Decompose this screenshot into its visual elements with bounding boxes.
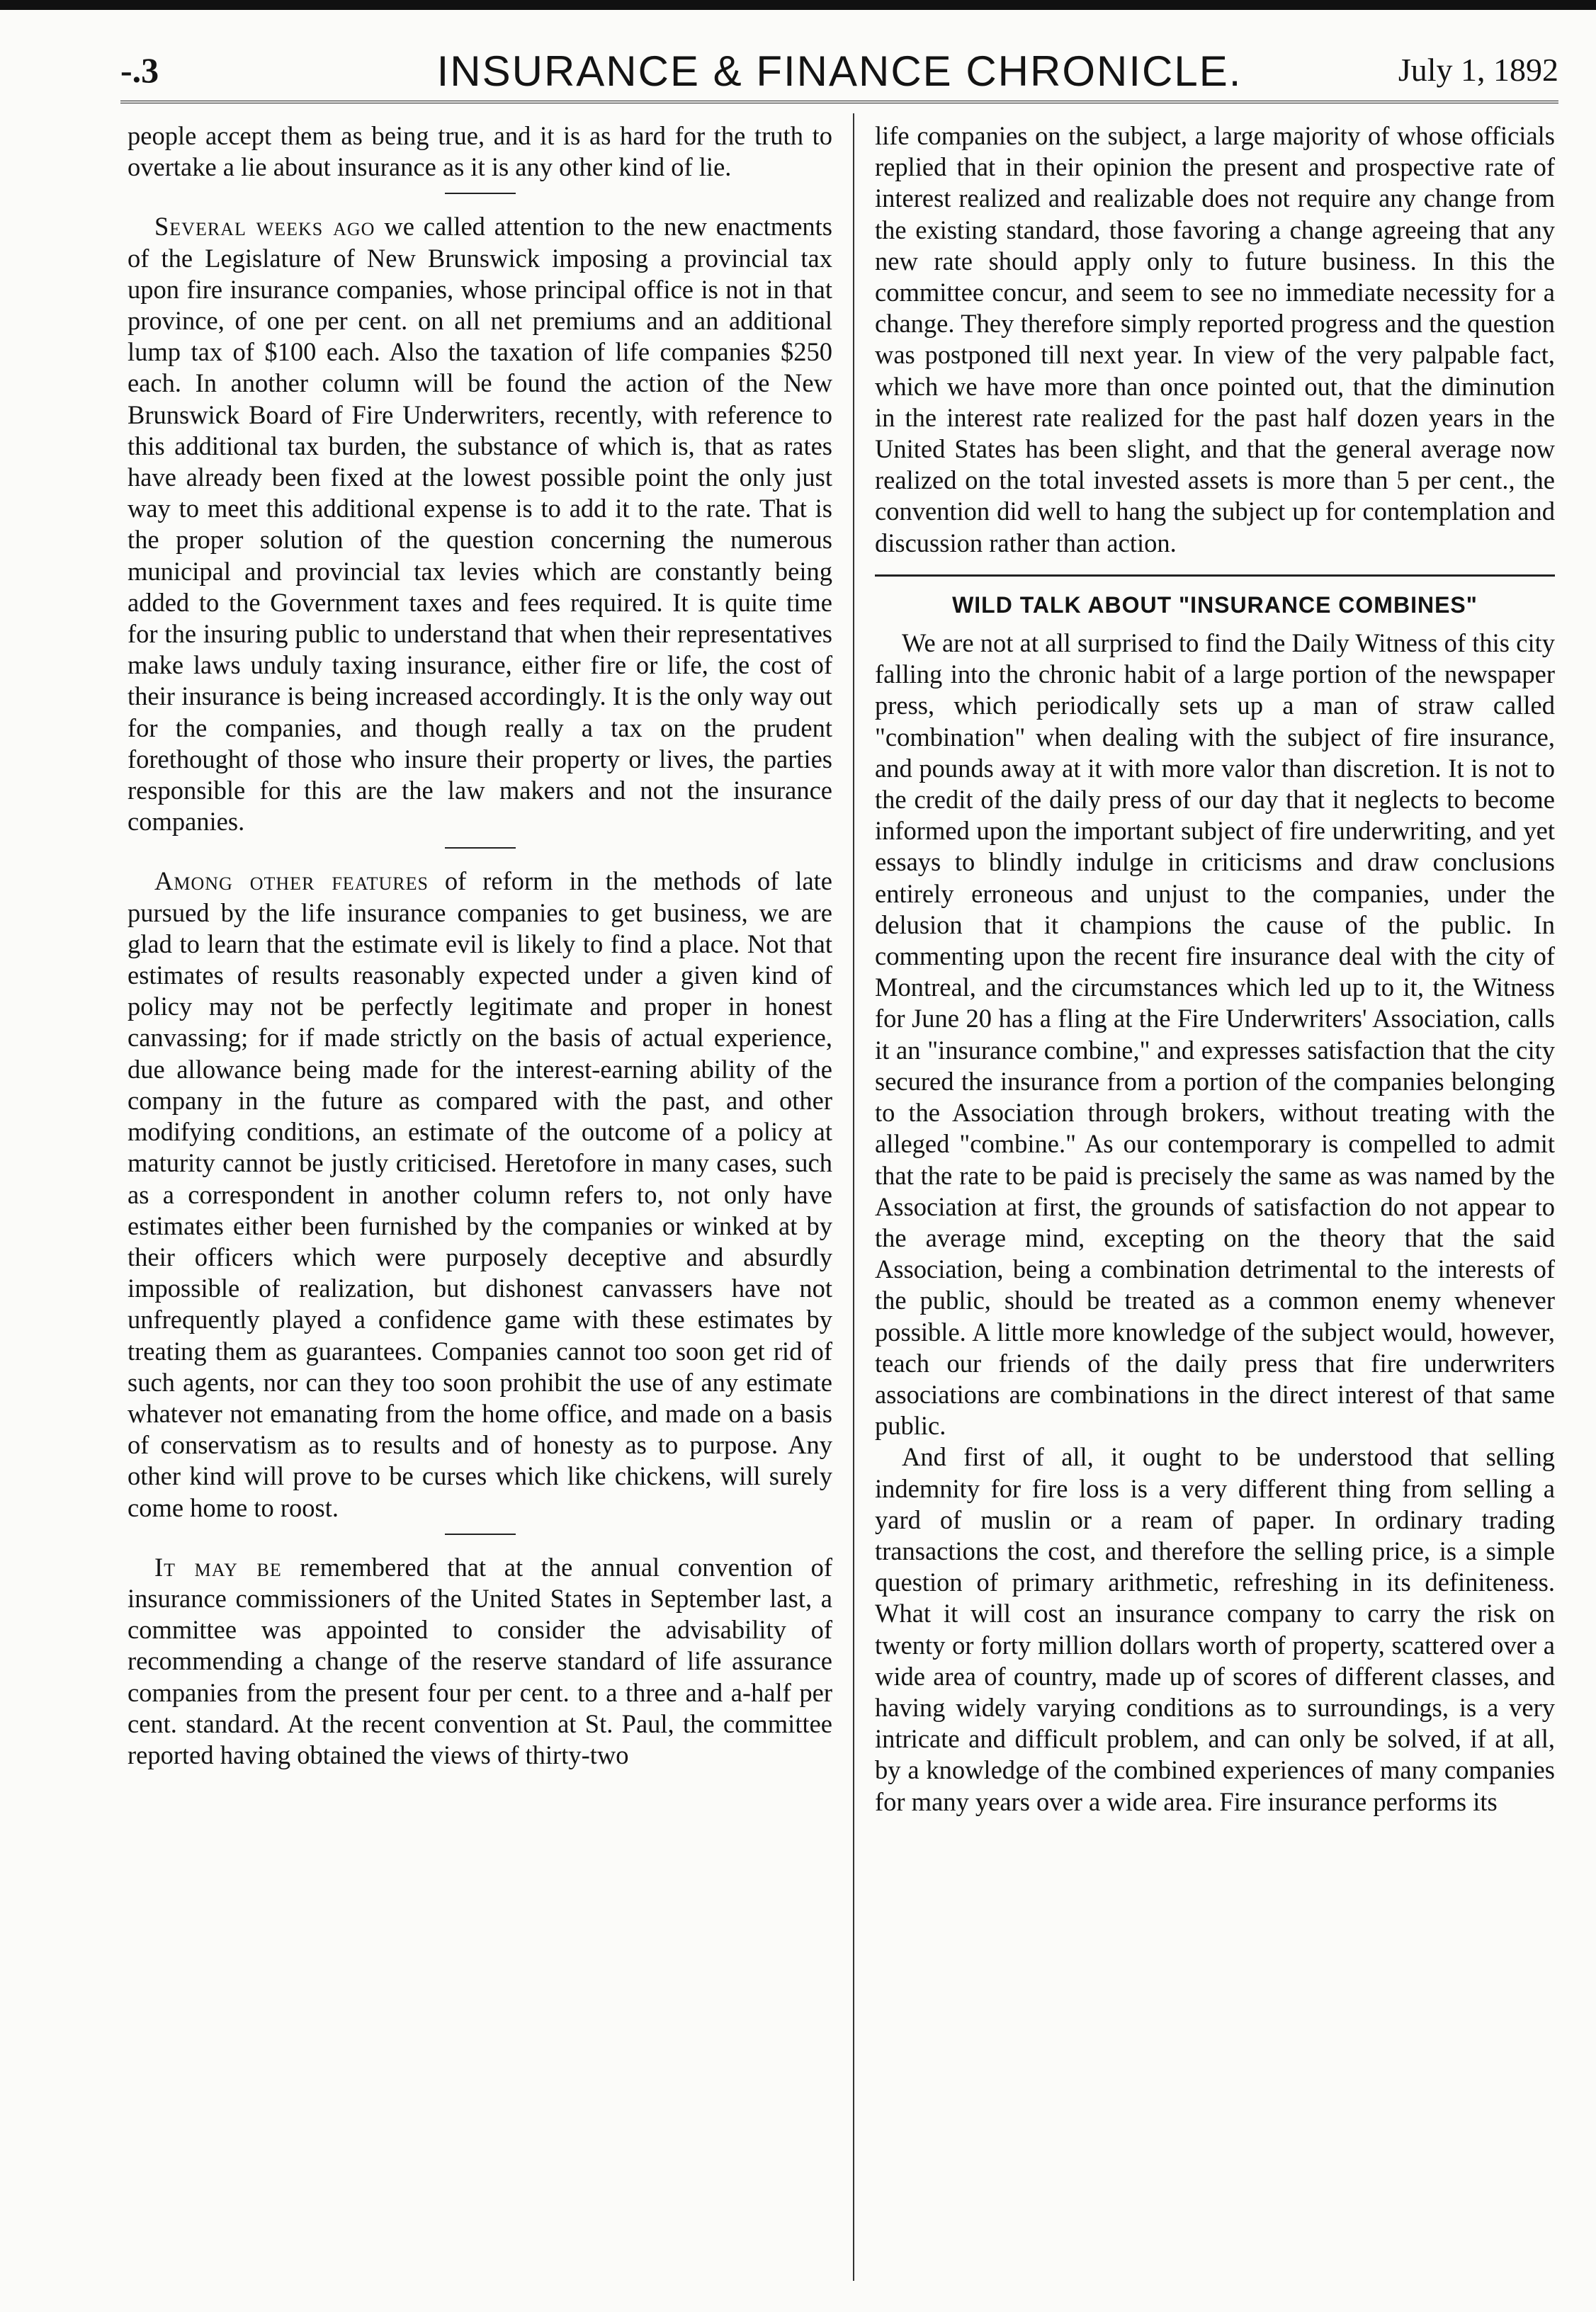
publication-title: INSURANCE & FINANCE CHRONICLE. (436, 47, 1243, 95)
paragraph-text: we called attention to the new enactments of the Legislature of New Brunswick imposing a provincial tax upon fire insurance companies, whose principal office is not in that province, of one per cent. on all net premiums and an additional lump tax of $100 each. Also the taxation of life companies $250 each. In another column will be found the action of the New Brunswick Board of Fire Underwriters, recently, with reference to this additional tax burden, the substance of which is, that as rates have already been fixed at the lowest possible point the only just way to meet this additional expense is to add it to the rate. That is the proper solution of the question concerning the numerous municipal and provincial tax levies which are constantly being added to the Government taxes and fees required. It is quite time for the insuring public to understand that when their representatives make laws unduly taxing insurance, either fire or life, the cost of their insurance is being increased accordingly. It is the only way out for the companies, and though really a tax on the prudent forethought of those who insure their property or lives, the parties responsible for this are the law makers and not the insurance companies. (128, 212, 832, 837)
header-rule (120, 101, 1558, 103)
paragraph-lead: Several weeks ago (154, 212, 375, 242)
article-paragraph: We are not at all surprised to find the Daily Witness of this city falling into the chronic habit of a large portion of the newspaper press, which periodically sets up a man of straw called "combination" when dealing with the subject of fire insurance, and pounds away at it with more valor than discretion. It is not to the credit of the daily press of our day that it neglects to become informed upon the important subject of fire underwriting, and yet essays to blindly indulge in criticisms and draw conclusions entirely erroneous and unjust to the companies, under the delusion that it champions the cause of the public. In commenting upon the recent fire insurance deal with the city of Montreal, and the circumstances which led up to it, the Witness for June 20 has a fling at the Fire Underwriters' Association, calls it an "insurance combine," and expresses satisfaction that the city secured the insurance from a portion of the companies belonging to the Association through brokers, without treating with the alleged "combine." As our contemporary is compelled to admit that the rate to be paid is precisely the same as was named by the Association at first, the grounds of satisfaction do not appear to the average mind, excepting on the theory that the said Association, being a combination detrimental to the interests of the public, should be treated as a common enemy whenever possible. A little more knowledge of the subject would, however, teach our friends of the daily press that fire underwriters associations are combinations in the direct interest of that same public. (875, 628, 1555, 1441)
section-separator (445, 847, 516, 849)
paragraph-text: remembered that at the annual convention of insurance commissioners of the United States in September last, a committee was appointed to consider the advisability of recommending a change of the reserve standard of life assurance companies from the present four per cent. to a three and a-half per cent. standard. At the recent convention at St. Paul, the committee reported having obtained the views of thirty-two (128, 1552, 833, 1769)
paragraph-lead: It may be (154, 1552, 282, 1582)
paragraph-text: of reform in the methods of late pursued by the life insurance companies to get business, we are glad to learn that the estimate evil is likely to find a place. Not that estimates of results reasonably expected under a given kind of policy may not be perfectly legitimate and proper in honest canvassing; for if made strictly on the basis of actual experience, due allowance being made for the interest-earning ability of the company in the future as compared with the past, and other modifying conditions, an estimate of the outcome of a policy at maturity cannot be justly criticised. Heretofore in many cases, such as a correspondent in another column refers to, not only have estimates either been furnished by the companies or winked at by their officers which were purposely deceptive and absurdly impossible of realization, but dishonest canvassers have not unfrequently played a confidence game with these estimates by treating them as guarantees. Companies cannot too soon get rid of such agents, nor can they too soon prohibit the use of any estimate whatever not emanating from the home office, and made on a basis of conservatism as to results and of honesty as to purpose. Any other kind will prove to be curses which like chickens, will surely come home to roost. (128, 866, 833, 1522)
issue-date: July 1, 1892 (1398, 52, 1558, 88)
section-separator (445, 193, 516, 194)
article-heading: WILD TALK ABOUT "INSURANCE COMBINES" (952, 591, 1478, 618)
right-column (875, 120, 1555, 1818)
continued-paragraph: life companies on the subject, a large majority of whose officials replied that in their opinion the present and prospective rate of interest realized and realizable does not require any change from the existing standard, those favoring a change agreeing that any new rate should apply only to future business. In this the committee concur, and seem to see no immediate necessity for a change. They therefore simply reported progress and the question was postponed till next year. In view of the very palpable fact, which we have more than once pointed out, that the diminution in the interest rate realized for the past half dozen years in the United States has been slight, and that the general average now realized on the total invested assets is more than 5 per cent., the convention did well to hang the subject up for contemplation and discussion rather than action. (875, 121, 1555, 557)
article-paragraph (128, 211, 832, 837)
paragraph-text: people accept them as being true, and it is as hard for the truth to overtake a lie about insurance as it is any other kind of lie. (128, 121, 832, 182)
page-header (120, 44, 1558, 101)
article-paragraph (128, 866, 832, 1523)
article-paragraph (128, 120, 832, 183)
column-divider (853, 113, 854, 2281)
article-paragraph (128, 1552, 832, 1771)
left-column (128, 120, 832, 1771)
top-border-rule (0, 0, 1596, 10)
article-paragraph: And first of all, it ought to be understood that selling indemnity for fire loss is a very different thing from selling a yard of muslin or a ream of paper. In ordinary trading transactions the cost, and therefore the selling price, is a simple question of primary arithmetic, refreshing in its definiteness. What it will cost an insurance company to carry the risk on twenty or forty million dollars worth of property, scattered over a wide area of country, made up of scores of different classes, and having widely varying conditions as to surroundings, is a very intricate and difficult problem, and can only be solved, if at all, by a knowledge of the combined experiences of many companies for many years over a wide area. Fire insurance performs its (875, 1442, 1555, 1816)
paragraph-lead: Among other features (154, 866, 429, 896)
article-rule (875, 574, 1555, 577)
page-number: -.3 (120, 50, 159, 90)
section-separator (445, 1534, 516, 1535)
